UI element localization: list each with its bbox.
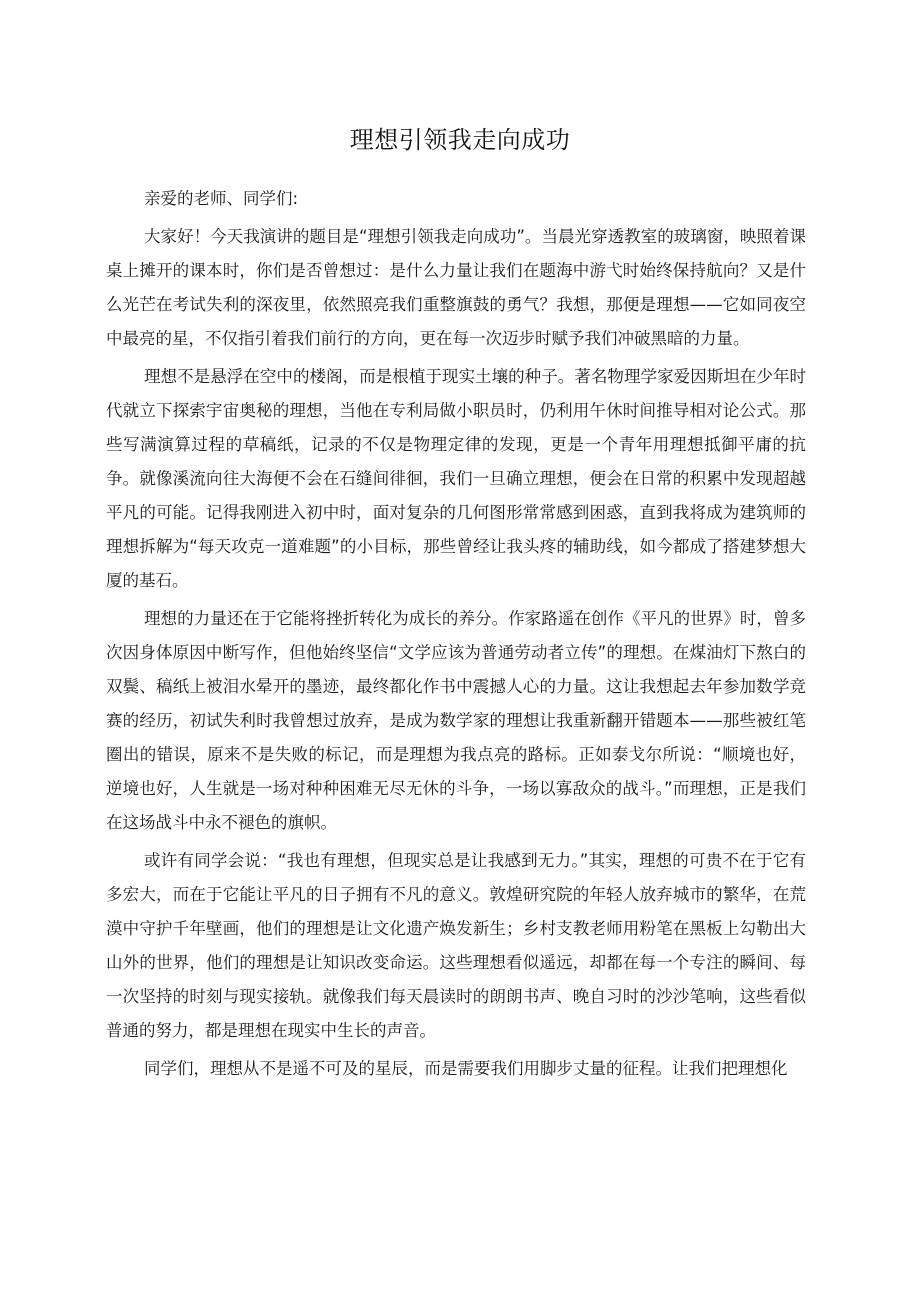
document-title: 理想引领我走向成功 [349, 126, 571, 154]
paragraph-greeting: 大家好！今天我演讲的题目是“理想引领我走向成功”。当晨光穿透教室的玻璃窗，映照着课桌上摊开的课本时，你们是否曾想过：是什么力量让我们在题海中游弋时始终保持航向？又是什么光芒在考试失利的深夜里，依然照亮我们重整旗鼓的勇气？我想，那便是理想——它如同夜空中最亮的星，不仅指引着我们前行的方向，更在每一次迈步时赋予我们冲破黑暗的力量。 [106, 227, 806, 348]
paragraph-einstein: 理想不是悬浮在空中的楼阁，而是根植于现实土壤的种子。著名物理学家爱因斯坦在少年时代就立下探索宇宙奥秘的理想，当他在专利局做小职员时，仍利用午休时间推导相对论公式。那些写满演算过程的草稿纸，记录的不仅是物理定律的发现，更是一个青年用理想抵御平庸的抗争。就像溪流向往大海便不会在石缝间徘徊，我们一旦确立理想，便会在日常的积累中发现超越平凡的可能。记得我刚进入初中时，面对复杂的几何图形常常感到困惑，直到我将成为建筑师的理想拆解为“每天攻克一道难题”的小目标，那些曾经让我头疼的辅助线，如今都成了搭建梦想大厦的基石。 [106, 367, 806, 590]
paragraph-closing: 同学们，理想从不是遥不可及的星辰，而是需要我们用脚步丈量的征程。让我们把理想化 [144, 1059, 788, 1078]
document-body [106, 182, 806, 1086]
paragraph-luyao: 理想的力量还在于它能将挫折转化为成长的养分。作家路遥在创作《平凡的世界》时，曾多次因身体原因中断写作，但他始终坚信“文学应该为普通劳动者立传”的理想。在煤油灯下熬白的双鬓、稿纸上被泪水晕开的墨迹，最终都化作书中震撼人心的力量。这让我想起去年参加数学竞赛的经历，初试失利时我曾想过放弃，是成为数学家的理想让我重新翻开错题本——那些被红笔圈出的错误，原来不是失败的标记，而是理想为我点亮的路标。正如泰戈尔所说：“顺境也好，逆境也好，人生就是一场对种种困难无尽无休的斗争，一场以寡敌众的战斗。”而理想，正是我们在这场战斗中永不褪色的旗帜。 [106, 609, 806, 832]
paragraph-dunhuang: 或许有同学会说：“我也有理想，但现实总是让我感到无力。”其实，理想的可贵不在于它有多宏大，而在于它能让平凡的日子拥有不凡的意义。敦煌研究院的年轻人放弃城市的繁华，在荒漠中守护千年壁画，他们的理想是让文化遗产焕发新生；乡村支教老师用粉笔在黑板上勾勒出大山外的世界，他们的理想是让知识改变命运。这些理想看似遥远，却都在每一个专注的瞬间、每一次坚持的时刻与现实接轨。就像我们每天晨读时的朗朗书声、晚自习时的沙沙笔响，这些看似普通的努力，都是理想在现实中生长的声音。 [106, 851, 806, 1040]
salutation: 亲爱的老师、同学们: [144, 189, 299, 208]
